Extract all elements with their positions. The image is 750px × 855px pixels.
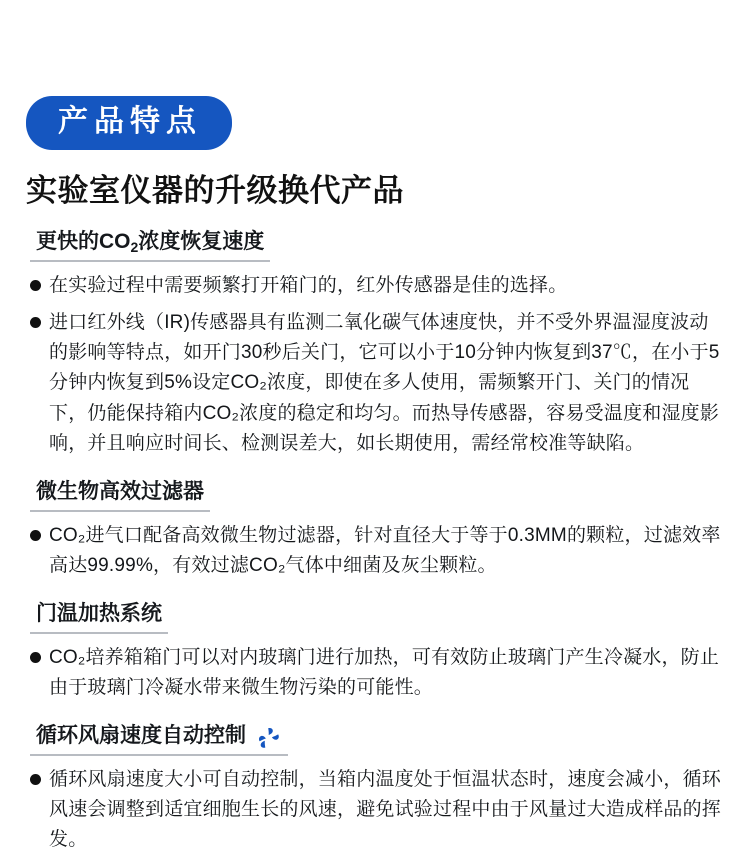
fan-icon (256, 725, 282, 751)
bullet-dot-icon (30, 652, 41, 663)
bullet-dot-icon (30, 774, 41, 785)
bullet-text: 循环风扇速度大小可自动控制，当箱内温度处于恒温状态时，速度会减小，循环风速会调整到适宜细胞生长的风速，避免试验过程中由于风量过大造成样品的挥发。 (49, 769, 722, 851)
bullet-text: 在实验过程中需要频繁打开箱门的，红外传感器是佳的选择。 (49, 275, 568, 297)
feature-bullets (26, 765, 724, 855)
bullet-text: CO₂进气口配备高效微生物过滤器，针对直径大于等于0.3MM的颗粒，过滤效率高达99.99%，有效过滤CO₂气体中细菌及灰尘颗粒。 (49, 524, 721, 576)
list-item (26, 308, 724, 458)
bullet-dot-icon (30, 317, 41, 328)
feature-heading-text: 循环风扇速度自动控制 (36, 724, 246, 748)
feature-heading-text: 微生物高效过滤器 (36, 479, 204, 503)
bullet-text: CO₂培养箱箱门可以对内玻璃门进行加热，可有效防止玻璃门产生冷凝水，防止由于玻璃门冷凝水带来微生物污染的可能性。 (49, 647, 720, 699)
list-item (26, 271, 724, 301)
list-item (26, 643, 724, 703)
feature-heading (30, 229, 270, 262)
bullet-dot-icon (30, 530, 41, 541)
feature-heading-pre: 更快的CO (36, 230, 131, 254)
feature-heading-sub: 2 (130, 239, 139, 256)
feature-bullets (26, 271, 724, 458)
bullet-dot-icon (30, 280, 41, 291)
feature-heading-text: 门温加热系统 (36, 601, 162, 625)
page-title: 实验室仪器的升级换代产品 (26, 173, 404, 208)
feature-bullets (26, 521, 724, 581)
feature-section-co2-recovery-speed (26, 229, 724, 458)
section-badge: 产品特点 (26, 96, 232, 150)
feature-section-microbial-filter (26, 479, 724, 581)
feature-section-fan-speed-auto-control (26, 723, 724, 855)
feature-heading-text (36, 229, 264, 255)
feature-heading (30, 723, 288, 756)
feature-heading (30, 479, 210, 512)
badge-row (26, 0, 724, 150)
feature-bullets (26, 643, 724, 703)
bullet-text: 进口红外线（IR)传感器具有监测二氧化碳气体速度快，并不受外界温湿度波动的影响等特点，如开门30秒后关门，它可以小于10分钟内恢复到37℃，在小于5分钟内恢复到5%设定CO₂浓度，即使在多人使用，需频繁开门、关门的情况下，仍能保持箱内CO₂浓度的稳定和均匀。而热导传感器，容易受温度和湿度影响，并且响应时间长、检测误差大，如长期使用，需经常校准等缺陷。 (49, 312, 720, 454)
feature-heading-post: 浓度恢复速度 (138, 230, 265, 254)
feature-heading (30, 601, 168, 634)
list-item (26, 765, 724, 855)
list-item (26, 521, 724, 581)
feature-section-door-heating-system (26, 601, 724, 703)
